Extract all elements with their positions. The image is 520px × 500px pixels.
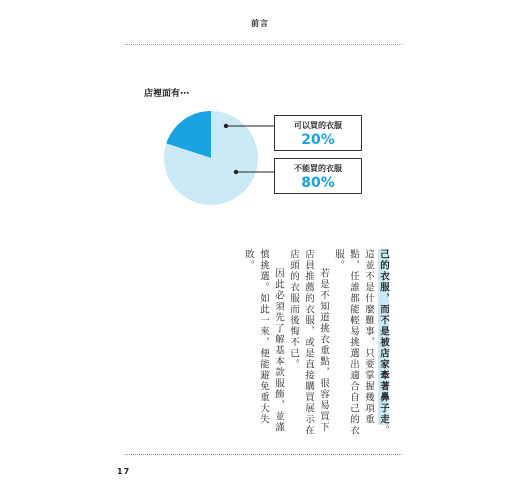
paragraph-3-text: 因此必須先了解基本款服飾，並謹慎挑選。如此一來，便能避免重大失敗。 bbox=[243, 249, 284, 433]
legend-value-not-buyable: 80% bbox=[301, 175, 335, 191]
page-number: 17 bbox=[117, 467, 131, 476]
paragraph-2-text: 若是不知道挑衣重點，很容易買下店員推薦的衣服，或是直接購買展示在店頭的衣服而後悔不已。 bbox=[288, 249, 329, 436]
chapter-header: 前言 bbox=[251, 19, 269, 28]
paragraph-1 bbox=[331, 249, 391, 439]
legend-box-buyable bbox=[274, 115, 362, 151]
legend-box-not-buyable bbox=[274, 158, 362, 194]
legend-label-not-buyable: 不能買的衣服 bbox=[294, 164, 342, 173]
leader-dot-nobuy bbox=[234, 170, 238, 174]
highlight-phrase: 己的衣服，而不是被店家牽著鼻子走 bbox=[378, 249, 389, 425]
body-text bbox=[241, 249, 391, 439]
legend-value-buyable: 20% bbox=[301, 132, 335, 148]
paragraph-3 bbox=[241, 249, 286, 439]
legend-label-buyable: 可以買的衣服 bbox=[294, 121, 342, 130]
paragraph-2 bbox=[286, 249, 331, 439]
bottom-dotted-rule bbox=[125, 454, 402, 455]
leader-dot-buy bbox=[224, 124, 228, 128]
paragraph-1-text: 。這並不是什麼難事，只要掌握幾項重點，任誰都能輕易挑選出適合自己的衣服。 bbox=[333, 249, 389, 436]
chart-title: 店裡面有⋯ bbox=[144, 89, 190, 99]
